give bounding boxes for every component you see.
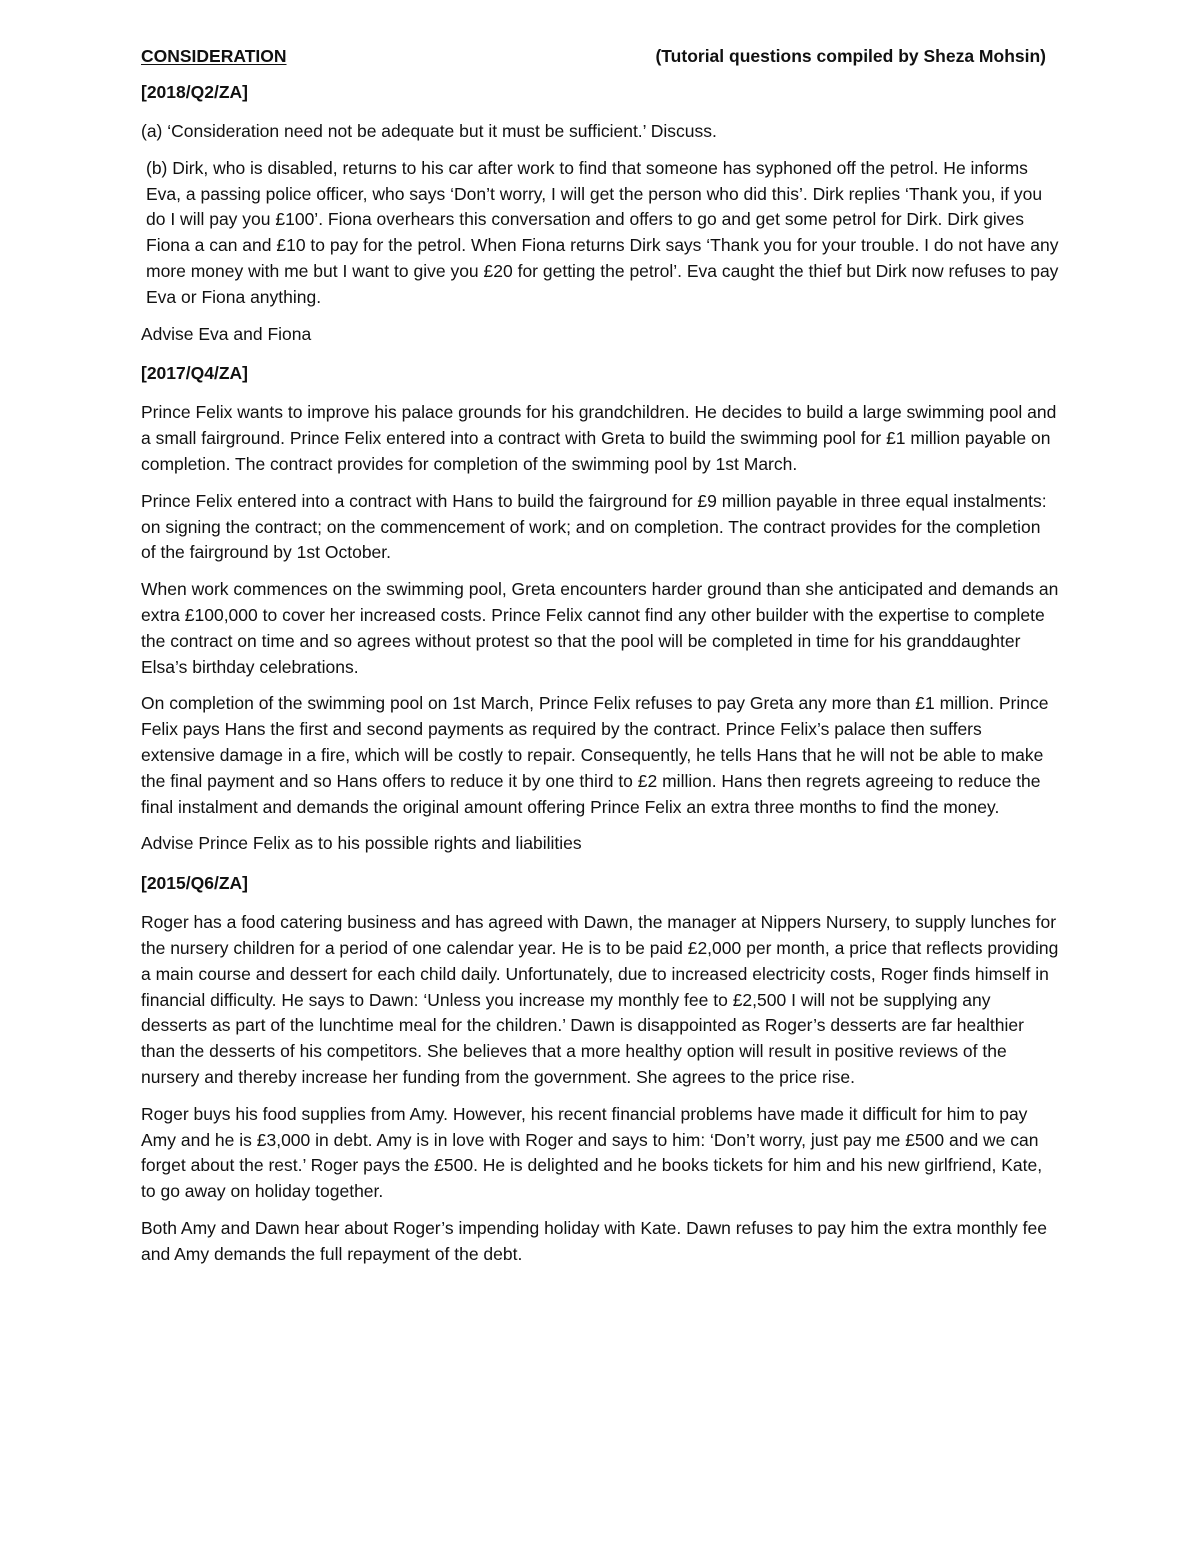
question-section-2018 (141, 80, 1059, 347)
question-paragraph: Prince Felix wants to improve his palace grounds for his grandchildren. He decides to build a large swimming pool and a small fairground. Prince Felix entered into a contract with Greta to build the swimming pool for £1 million payable on completion. The contract provides for completion of the swimming pool by 1st March. (141, 402, 1057, 474)
document-credit: (Tutorial questions compiled by Sheza Mohsin) (655, 46, 1046, 66)
question-section-2017 (141, 361, 1059, 857)
question-paragraph: Roger buys his food supplies from Amy. However, his recent financial problems have made it difficult for him to pay Amy and he is £3,000 in debt. Amy is in love with Roger and says to him: ‘Don’t worry, just pay me £500 and we can forget about the rest.’ Roger pays the £500. He is delighted and he books tickets for him and his new girlfriend, Kate, to go away on holiday together. (141, 1103, 1043, 1202)
question-paragraph: Both Amy and Dawn hear about Roger’s impending holiday with Kate. Dawn refuses to pay him the extra monthly fee and Amy demands the full repayment of the debt. (141, 1217, 1047, 1264)
question-code: [2015/Q6/ZA] (141, 873, 248, 894)
question-paragraph: Prince Felix entered into a contract with Hans to build the fairground for £9 million payable in three equal instalments: on signing the contract; on the commencement of work; and on completion. The contract provides for the completion of the fairground by 1st October. (141, 490, 1047, 563)
question-code: [2017/Q4/ZA] (141, 363, 248, 384)
question-paragraph: Roger has a food catering business and has agreed with Dawn, the manager at Nippers Nursery, to supply lunches for the nursery children for a period of one calendar year. He is to be paid £2,000 per month, a price that reflects providing a main course and dessert for each child daily. Unfortunately, due to increased electricity costs, Roger finds himself in financial difficulty. He says to Dawn: ‘Unless you increase my monthly fee to £2,500 I will not be supplying any desserts as part of the lunchtime meal for the children.’ Dawn is disappointed as Roger’s desserts are far healthier than the desserts of his competitors. She believes that a more healthy option will result in positive reviews of the nursery and thereby increase her funding from the government. She agrees to the price rise. (141, 912, 1059, 1087)
question-paragraph: (b) Dirk, who is disabled, returns to his car after work to find that someone has syphoned off the petrol. He informs Eva, a passing police officer, who says ‘Don’t worry, I will get the person who did this’. Dirk replies ‘Thank you, if you do I will pay you £100’. Fiona overhears this conversation and offers to go and get some petrol for Dirk. Dirk gives Fiona a can and £10 to pay for the petrol. When Fiona returns Dirk says ‘Thank you for your trouble. I do not have any more money with me but I want to give you £20 for getting the petrol’. Eva caught the thief but Dirk now refuses to pay Eva or Fiona anything. (146, 157, 1059, 307)
question-prompt: Advise Prince Felix as to his possible rights and liabilities (141, 833, 582, 854)
document-header (141, 44, 1059, 68)
question-code: [2018/Q2/ZA] (141, 82, 248, 102)
question-paragraph: On completion of the swimming pool on 1st March, Prince Felix refuses to pay Greta any more than £1 million. Prince Felix pays Hans the first and second payments as required by the contract. Prince Felix’s palace then suffers extensive damage in a fire, which will be costly to repair. Consequently, he tells Hans that he will not be able to make the final payment and so Hans offers to reduce it by one third to £2 million. Hans then regrets agreeing to reduce the final instalment and demands the original amount offering Prince Felix an extra three months to find the money. (141, 693, 1049, 817)
question-paragraph: (a) ‘Consideration need not be adequate but it must be sufficient.’ Discuss. (141, 121, 717, 141)
question-section-2015 (141, 871, 1059, 1267)
question-prompt: Advise Eva and Fiona (141, 323, 312, 344)
question-paragraph: When work commences on the swimming pool, Greta encounters harder ground than she anticipated and demands an extra £100,000 to cover her increased costs. Prince Felix cannot find any other builder with the expertise to complete the contract on time and so agrees without protest so that the pool will be completed in time for his granddaughter Elsa’s birthday celebrations. (141, 579, 1059, 677)
document-title: CONSIDERATION (141, 46, 287, 66)
document-page (141, 44, 1059, 1278)
